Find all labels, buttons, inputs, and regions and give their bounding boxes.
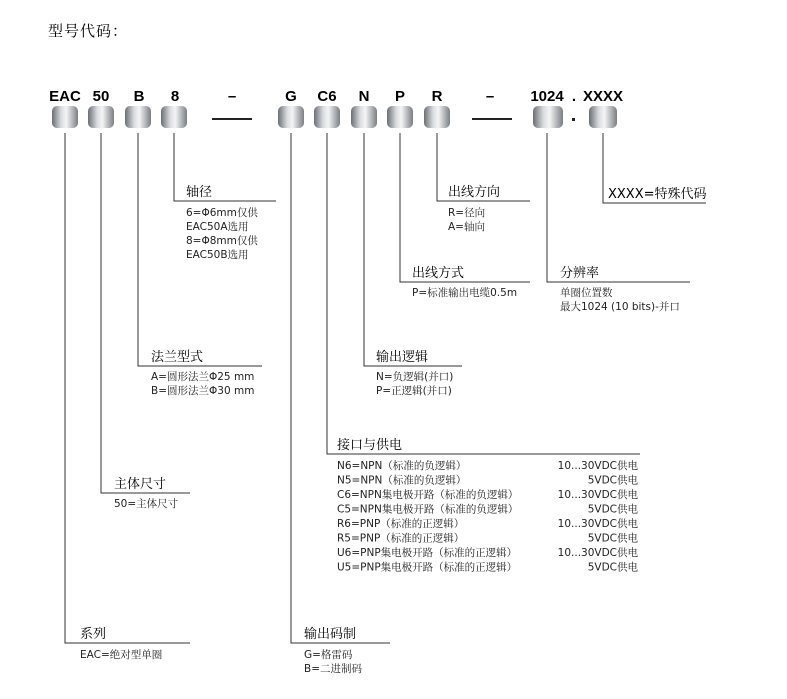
dash-bar-2	[472, 118, 512, 120]
interface-row-power: 5VDC供电	[587, 503, 638, 516]
interface-row-power: 10...30VDC供电	[557, 489, 638, 501]
pill-output-logic	[351, 106, 377, 128]
section-line: 单圈位置数	[560, 287, 613, 299]
section-heading: 接口与供电	[337, 438, 403, 453]
section-output-code	[304, 626, 363, 675]
section-line: 最大1024 (10 bits)-并口	[560, 301, 680, 313]
section-line: A=轴向	[448, 221, 485, 233]
pill-flange	[125, 106, 151, 128]
section-line: EAC50A选用	[186, 221, 249, 233]
section-line: G=格雷码	[304, 649, 353, 661]
interface-row-power: 10...30VDC供电	[557, 547, 638, 559]
section-output-logic	[376, 349, 453, 397]
dash-bar-1	[212, 118, 252, 120]
dot-mark	[572, 118, 575, 121]
pill-output-code	[278, 106, 304, 128]
code-letter: G	[285, 88, 297, 105]
section-heading: 系列	[80, 627, 107, 642]
section-line: 6=Φ6mm仅供	[186, 207, 258, 219]
pill-resolution	[533, 106, 563, 128]
code-letter: N	[358, 88, 370, 105]
section-special-code	[608, 186, 707, 202]
pill-shaft	[161, 106, 187, 128]
code-letter: P	[394, 88, 406, 105]
section-heading: 出线方式	[412, 266, 465, 281]
interface-row-code: R6=PNP（标准的正逻辑）	[337, 518, 465, 530]
code-letter: 8	[170, 88, 180, 105]
section-heading: XXXX=特殊代码	[608, 187, 707, 202]
section-outlet-direction	[448, 184, 500, 233]
interface-rows	[337, 459, 638, 574]
section-line: 50=主体尺寸	[114, 498, 179, 510]
interface-row-power: 5VDC供电	[587, 474, 638, 487]
section-line: EAC=绝对型单圈	[80, 649, 163, 661]
code-letter: –	[227, 88, 237, 105]
section-line: P=正逻辑(并口)	[376, 385, 452, 397]
section-line: EAC50B选用	[186, 249, 249, 261]
code-letter: 50	[92, 88, 110, 105]
connector-body-size	[101, 133, 190, 493]
interface-row-code: C6=NPN集电极开路（标准的负逻辑）	[337, 489, 519, 501]
section-flange	[151, 349, 254, 397]
interface-row-code: N6=NPN（标准的负逻辑）	[337, 460, 467, 472]
section-line: B=二进制码	[304, 663, 363, 675]
interface-row-code: U6=PNP集电极开路（标准的正逻辑）	[337, 547, 518, 559]
interface-row-power: 5VDC供电	[587, 532, 638, 545]
interface-row-code: U5=PNP集电极开路（标准的正逻辑）	[337, 561, 518, 574]
pill-special	[589, 106, 617, 128]
section-heading: 输出码制	[304, 627, 357, 642]
section-resolution	[560, 266, 680, 313]
pill-outlet-mode	[387, 106, 413, 128]
code-letter: XXXX	[582, 88, 624, 105]
code-letter: .	[571, 88, 577, 105]
interface-row-code: N5=NPN（标准的负逻辑）	[337, 474, 467, 487]
code-letter: –	[485, 88, 495, 105]
section-shaft	[186, 184, 258, 261]
section-line: A=圆形法兰Φ25 mm	[151, 371, 255, 383]
section-line: N=负逻辑(并口)	[376, 371, 454, 383]
interface-row-power: 10...30VDC供电	[557, 518, 638, 530]
code-letter: 1024	[530, 88, 564, 105]
code-letter: EAC	[49, 88, 81, 105]
interface-row-power: 10...30VDC供电	[557, 460, 638, 472]
section-heading: 轴径	[186, 185, 213, 200]
pill-body-size	[88, 106, 114, 128]
section-heading: 分辨率	[560, 266, 600, 281]
page-title: 型号代码：	[48, 22, 129, 40]
connector-resolution	[547, 133, 690, 282]
section-heading: 法兰型式	[151, 350, 204, 365]
section-line: 8=Φ8mm仅供	[186, 235, 258, 247]
code-pills	[52, 106, 617, 128]
code-letter: B	[133, 88, 145, 105]
section-interface-power	[337, 437, 638, 574]
interface-row-code: C5=NPN集电极开路（标准的负逻辑）	[337, 503, 519, 516]
section-line: B=圆形法兰Φ30 mm	[151, 385, 255, 397]
pill-series	[52, 106, 78, 128]
interface-row-power: 5VDC供电	[587, 561, 638, 574]
section-heading: 出线方向	[448, 185, 501, 200]
section-line: P=标准输出电缆0.5m	[412, 287, 518, 299]
interface-row-code: R5=PNP（标准的正逻辑）	[337, 532, 465, 545]
code-row	[49, 88, 623, 105]
code-letter: C6	[317, 88, 337, 105]
section-heading: 输出逻辑	[376, 350, 429, 365]
pill-outlet-direction	[424, 106, 450, 128]
section-line: R=径向	[448, 207, 486, 219]
pill-interface	[314, 106, 340, 128]
section-heading: 主体尺寸	[114, 477, 167, 492]
code-letter: R	[431, 88, 443, 105]
